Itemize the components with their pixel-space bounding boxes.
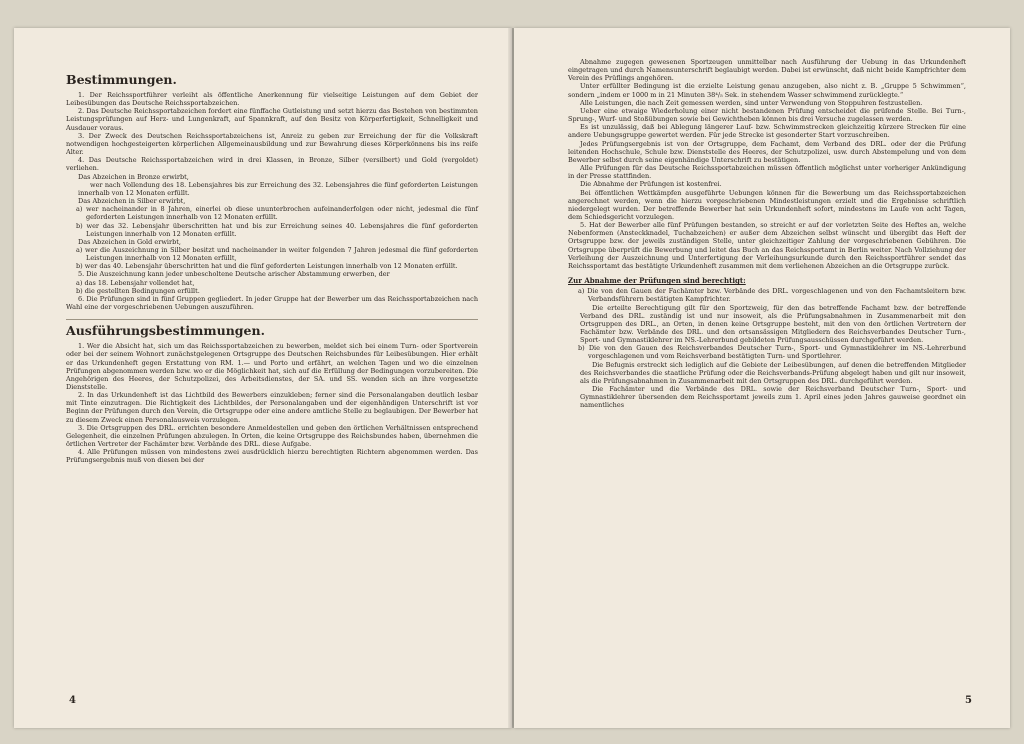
paragraph: Jedes Prüfungsergebnis ist von der Ortsgruppe, dem Fachamt, dem Verband des DRL. oder der die Prüfung leitenden Hochschule, Schule bzw. Dienststelle des Heeres, der Schutzpolizei, usw. durch Abstempelung und von dem Bewerber selbst durch seine eigenhändige Unterschrift zu bestätigen. — [568, 139, 966, 164]
subheading-berechtigt: Zur Abnahme der Prüfungen sind berechtigt: — [568, 276, 746, 286]
list-item: a) Die von den Gauen der Fachämter bzw. Verbände des DRL. vorgeschlagenen und von den Fachamtsleitern bzw. Verbandsführern bestätigten Kampfrichter. — [578, 287, 966, 304]
left-page — [14, 28, 512, 728]
list-item: Die Befugnis erstreckt sich lediglich auf die Gebiete der Leibesübungen, auf denen die betreffenden Mitglieder des Reichsverbandes die staatliche Prüfung oder die Reichsverbands-Prüfung abgelegt haben und gilt nur insoweit, als die Prüfungsabnahmen in Zusammenarbeit mit den Ortsgruppen des DRL. durchgeführt werden. — [580, 360, 966, 385]
heading-ausfuehrungsbestimmungen: Ausführungsbestimmungen. — [66, 319, 478, 339]
list-item: wer nach Vollendung des 18. Lebensjahres bis zur Erreichung des 32. Lebensjahres die fünf geforderten Leistungen innerhalb von 12 Monaten erfüllt. — [78, 180, 478, 197]
page-number: 4 — [69, 695, 76, 706]
paragraph: Das Abzeichen in Silber erwirbt, — [78, 197, 186, 206]
paragraph: 5. Hat der Bewerber alle fünf Prüfungen bestanden, so streicht er auf der vorletzten Seite des Heftes an, welche Nebenformen (Ansteckknadel, Tuchabzeichen) er außer dem Abzeichen selbst wünscht und übergibt das Heft der Ortsgruppe bzw. der jeweils zuständigen Stelle, unter gleichzeitiger Zahlung der vorgeschriebenen Gebühren. Die Ortsgruppe überprüft die Bewerbung und leitet das Buch an das Reichssportamt in Berlin weiter. Nach Vollziehung der Verleihung der Auszeichnung und Unterfertigung der Verleihungsurkunde durch den Reichssportführer sendet das Reichssportamt das bestätigte Urkundenheft zusammen mit dem verliehenen Abzeichen an die Ortsgruppe zurück. — [568, 221, 966, 270]
paragraph: Alle Leistungen, die nach Zeit gemessen werden, sind unter Verwendung von Stoppuhren festzustellen. — [580, 98, 923, 107]
right-page-text — [568, 58, 966, 410]
paragraph: Das Abzeichen in Gold erwirbt, — [78, 237, 181, 246]
paragraph: Ueber eine etwaige Wiederholung einer nicht bestandenen Prüfung entscheidet die prüfende Stelle. Bei Turn-, Sprung-, Wurf- und Stoßübungen sowie bei Gewichtheben können bis drei Versuche zugelassen werden. — [568, 106, 966, 124]
list-item: b) die gestellten Bedingungen erfüllt. — [76, 286, 200, 295]
paragraph: Die Abnahme der Prüfungen ist kostenfrei. — [580, 180, 722, 189]
paragraph: 3. Die Ortsgruppen des DRL. errichten besondere Anmeldestellen und geben den örtlichen Verhältnissen entsprechend Gelegenheit, die einzelnen Prüfungen abzulegen. In Orten, die keine Ortsgruppe des Reichsbundes haben, übernehmen die örtlichen Vertreter der Fachämter bzw. Verbände des DRL. diese Aufgabe. — [66, 423, 478, 449]
paragraph: 1. Wer die Absicht hat, sich um das Reichssportabzeichen zu bewerben, meldet sich bei einem Turn- oder Sportverein oder bei der seinem Wohnort zunächstgelegenen Ortsgruppe des Deutschen Reichsbundes für Leibesübungen. Hier erhält er das Urkundenheft gegen Erstattung von RM. 1.— und Porto und erfährt, an welchen Tagen und wo die einzelnen Prüfungen abgenommen werden bzw. wo er die Möglichkeit hat, sich auf die Erfüllung der Bedingungen vorzubereiten. Die Angehörigen des Heeres, der Schutzpolizei, des Arbeitsdienstes, der SA. und SS. wenden sich an ihre vorgesetzte Dienststelle. — [66, 342, 478, 391]
list-item: Die erteilte Berechtigung gilt für den Sportzweig, für den das betreffende Fachamt bzw. der betreffende Verband des DRL. zuständig ist und nur insoweit, als die Prüfungsabnahmen in Zusammenarbeit mit den Ortsgruppen des DRL., an Orten, in denen keine Ortsgruppe besteht, mit den von den örtlichen Vertretern der Fachämter bzw. Verbände des DRL. und den ortsansässigen Mitgliedern des Reichsverbandes Deutscher Turn-, Sport- und Gymnastiklehrer im NS.-Lehrerbund gebildeten Prüfungsausschüssen durchgeführt werden. — [580, 303, 966, 345]
list-item: b) wer das 40. Lebensjahr überschritten hat und die fünf geforderten Leistungen innerhalb von 12 Monaten erfüllt. — [76, 262, 458, 271]
paragraph: Es ist unzulässig, daß bei Ablegung längerer Lauf- bzw. Schwimmstrecken gleichzeitig kürzere Strecken für eine andere Uebungsgruppe gewertet werden. Für jede Strecke ist gesonderter Start vorzuschreiben. — [568, 123, 966, 140]
list-item: a) das 18. Lebensjahr vollendet hat, — [76, 278, 195, 287]
paragraph: Unter erfüllter Bedingung ist die erzielte Leistung genau anzugeben, also nicht z. B. „Gruppe 5 Schwimmen“, sondern „indem er 1000 m in 21 Minuten 38⁴/₅ Sek. in stehendem Wasser schwimmend zurücklegte.“ — [568, 82, 966, 99]
page-number: 5 — [965, 695, 972, 706]
paragraph: 5. Die Auszeichnung kann jeder unbescholtene Deutsche arischer Abstammung erwerben, der — [78, 270, 390, 279]
paragraph: Das Abzeichen in Bronze erwirbt, — [78, 172, 189, 181]
list-item: b) Die von den Gauen des Reichsverbandes Deutscher Turn-, Sport- und Gymnastiklehrer im NS.-Lehrerbund vorgeschlagenen und vom Reichsverband bestätigten Turn- und Sportlehrer. — [578, 344, 966, 361]
right-page — [514, 28, 1010, 728]
left-page-text — [66, 72, 478, 465]
paragraph: 2. Das Deutsche Reichssportabzeichen fordert eine fünffache Gutleistung und setzt hierzu das Bestehen von bestimmten Leistungsprüfungen auf Herz- und Lungenkraft, auf Spannkraft, auf den Besitz von Körperfertigkeit, Schnelligkeit und Ausdauer voraus. — [66, 107, 478, 132]
paragraph: Bei öffentlichen Wettkämpfen ausgeführte Uebungen können für die Bewerbung um das Reichssportabzeichen angerechnet werden, wenn die hierzu vorgeschriebenen Mindestleistungen erzielt und die Ergebnisse schriftlich niedergelegt wurden. Der betreffende Bewerber hat sein Urkundenheft sofort, mindestens im Laufe von acht Tagen, dem Schiedsgericht vorzulegen. — [568, 188, 966, 221]
paragraph: 3. Der Zweck des Deutschen Reichssportabzeichens ist, Anreiz zu geben zur Erreichung der für die Volkskraft notwendigen hochgesteigerten körperlichen Allgemeinausbildung und zur Bewahrung dieses Körperkönnens bis ins reife Alter. — [66, 131, 478, 157]
paragraph: 4. Das Deutsche Reichssportabzeichen wird in drei Klassen, in Bronze, Silber (versilbert) und Gold (vergoldet) verliehen. — [66, 156, 478, 173]
heading-bestimmungen: Bestimmungen. — [66, 72, 177, 87]
list-item: a) wer nacheinander in 8 Jahren, einerlei ob diese ununterbrochen aufeinanderfolgen oder nicht, jedesmal die fünf geforderten Leistungen innerhalb von 12 Monaten erfüllt. — [76, 205, 478, 222]
list-item: Die Fachämter und die Verbände des DRL. sowie der Reichsverband Deutscher Turn-, Sport- und Gymnastiklehrer übersenden dem Reichssportamt jeweils zum 1. April eines jeden Jahres gauweise geordnet ein namentliches — [580, 385, 966, 410]
paragraph: 1. Der Reichssportführer verleiht als öffentliche Anerkennung für vielseitige Leistungen auf dem Gebiet der Leibesübungen das Deutsche Reichssportabzeichen. — [66, 91, 478, 108]
list-item: b) wer das 32. Lebensjahr überschritten hat und bis zur Erreichung seines 40. Lebensjahres die fünf geforderten Leistungen innerhalb von 12 Monaten erfüllt. — [76, 221, 478, 238]
paragraph: 2. In das Urkundenheft ist das Lichtbild des Bewerbers einzukleben; ferner sind die Personalangaben deutlich lesbar mit Tinte einzutragen. Die Richtigkeit des Lichtbildes, der Personalangaben und der eigenhändigen Unterschrift ist vor Beginn der Prüfungen durch den Verein, die Ortsgruppe oder eine andere amtliche Stelle zu beglaubigen. Der Bewerber hat zu diesem Zweck einen Personalausweis vorzulegen. — [66, 391, 478, 424]
list-item: a) wer die Auszeichnung in Silber besitzt und nacheinander in weiter folgenden 7 Jahren jedesmal die fünf geforderten Leistungen innerhalb von 12 Monaten erfüllt, — [76, 245, 478, 263]
paragraph: Alle Prüfungen für das Deutsche Reichssportabzeichen müssen öffentlich möglichst unter vorheriger Ankündigung in der Presse stattfinden. — [568, 164, 966, 181]
paragraph: Abnahme zugegen gewesenen Sportzeugen unmittelbar nach Ausführung der Uebung in das Urkundenheft eingetragen und durch Namensunterschrift beglaubigt werden. Dabei ist erwünscht, daß nicht beide Kampfrichter dem Verein des Prüflings angehören. — [568, 58, 966, 83]
paragraph: 4. Alle Prüfungen müssen von mindestens zwei ausdrücklich hierzu berechtigten Richtern abgenommen werden. Das Prüfungsergebnis muß von diesen bei der — [66, 448, 478, 465]
paragraph: 6. Die Prüfungen sind in fünf Gruppen gegliedert. In jeder Gruppe hat der Bewerber um das Reichssportabzeichen nach Wahl eine der vorgeschriebenen Uebungen auszuführen. — [66, 294, 478, 312]
